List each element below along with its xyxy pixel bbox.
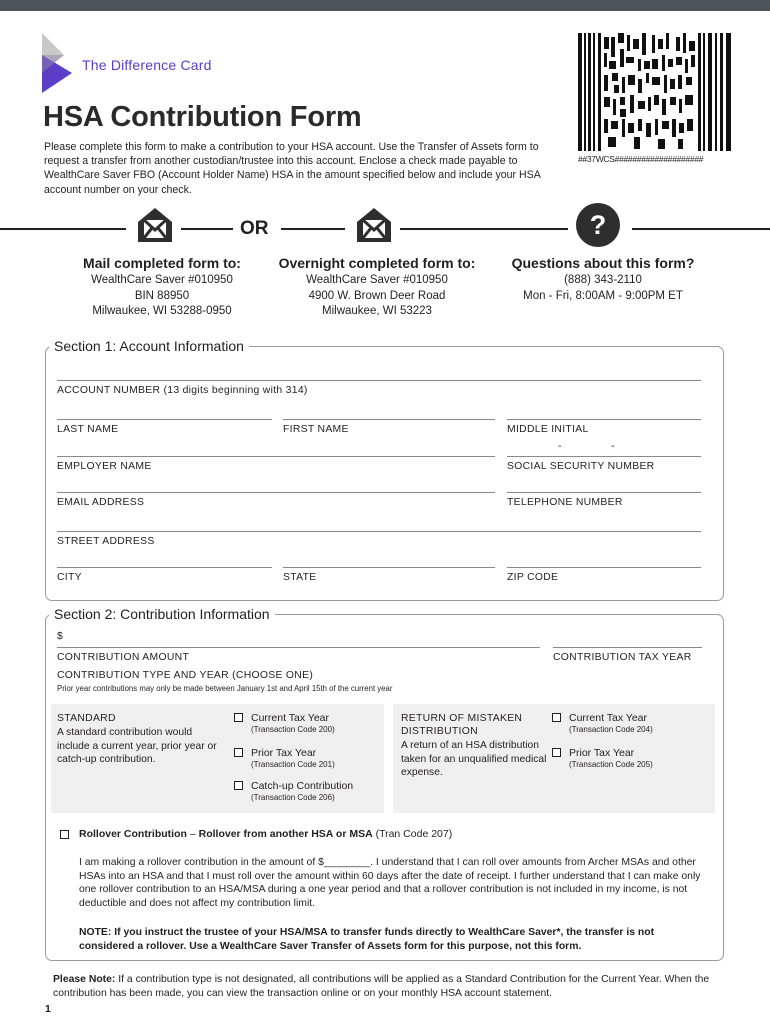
mail-line: Milwaukee, WI 53288-0950	[92, 305, 232, 317]
middle-initial-label: MIDDLE INITIAL	[507, 424, 589, 435]
divider-line	[632, 228, 770, 230]
option-label: Current Tax Year	[251, 712, 330, 724]
divider-line	[0, 228, 126, 230]
first-name-label: FIRST NAME	[283, 424, 349, 435]
telephone-field[interactable]	[507, 492, 701, 493]
please-note	[53, 973, 733, 1000]
standard-heading: STANDARD	[57, 713, 116, 724]
email-label: EMAIL ADDRESS	[57, 497, 145, 508]
middle-initial-field[interactable]	[507, 419, 701, 420]
contribution-amount-label: CONTRIBUTION AMOUNT	[57, 652, 190, 663]
envelope-icon	[355, 206, 393, 244]
section2-title: Section 2: Contribution Information	[49, 606, 275, 622]
return-heading: RETURN OF MISTAKEN	[401, 713, 523, 724]
contribution-tax-year-field[interactable]	[553, 647, 702, 648]
contribution-type-note: Prior year contributions may only be made between January 1st and April 15th of the current year	[57, 684, 393, 693]
contribution-amount-field[interactable]	[57, 647, 540, 648]
divider-line	[181, 228, 233, 230]
ssn-separator: -	[611, 441, 615, 452]
rollover-note: NOTE: If you instruct the trustee of your HSA/MSA to transfer funds directly to WealthCare Saver*, the transfer is not considered a rollover. Use a WealthCare Saver Transfer of Assets form for this purpose, not this form.	[79, 927, 655, 952]
last-name-field[interactable]	[57, 419, 272, 420]
top-bar	[0, 0, 770, 11]
zip-code-label: ZIP CODE	[507, 572, 559, 583]
return-current-tax-year-checkbox[interactable]	[552, 713, 561, 722]
difference-card-logo-icon	[42, 33, 72, 93]
rollover-title-bold: Rollover Contribution	[79, 828, 187, 840]
overnight-address-block	[268, 254, 486, 320]
street-address-label: STREET ADDRESS	[57, 536, 155, 547]
page-title: HSA Contribution Form	[43, 101, 362, 133]
option-code: (Transaction Code 200)	[251, 725, 335, 734]
brand-name: The Difference Card	[82, 57, 212, 73]
mail-line: WealthCare Saver #010950	[91, 274, 233, 286]
option-label: Current Tax Year	[569, 712, 648, 724]
mail-heading: Mail completed form to:	[83, 255, 241, 271]
rollover-body: I am making a rollover contribution in the amount of $________. I understand that I can roll over amounts from Archer MSAs and other HSAs into an HSA and that I must roll over the amount within 60 days after the date of receipt. I further understand that I can make only one rollover contribution to an HSA/MSA during a one year period and that a rollover contribution is not included in my income, is not deductible and does not affect my contribution limit.	[79, 857, 701, 909]
ssn-field[interactable]	[507, 456, 701, 457]
last-name-label: LAST NAME	[57, 424, 119, 435]
option-label: Prior Tax Year	[569, 747, 635, 759]
mail-address-block	[70, 254, 254, 320]
zip-code-field[interactable]	[507, 567, 701, 568]
divider-line	[400, 228, 568, 230]
barcode-text: ##37WCS####################	[578, 154, 704, 164]
employer-name-field[interactable]	[57, 456, 495, 457]
option-code: (Transaction Code 205)	[569, 760, 653, 769]
overnight-heading: Overnight completed form to:	[278, 255, 476, 271]
contribution-type-label: CONTRIBUTION TYPE AND YEAR (CHOOSE ONE)	[57, 670, 314, 681]
prior-tax-year-checkbox[interactable]	[234, 748, 243, 757]
ssn-separator: -	[558, 441, 562, 452]
current-tax-year-checkbox[interactable]	[234, 713, 243, 722]
contribution-tax-year-label: CONTRIBUTION TAX YEAR	[553, 652, 692, 663]
option-code: (Transaction Code 201)	[251, 760, 335, 769]
rollover-contribution-checkbox[interactable]	[60, 830, 69, 839]
phone-number: (888) 343-2110	[564, 274, 642, 286]
hours: Mon - Fri, 8:00AM - 9:00PM ET	[523, 289, 683, 302]
question-icon: ?	[576, 203, 620, 247]
option-code: (Transaction Code 204)	[569, 725, 653, 734]
overnight-line: Milwaukee, WI 53223	[322, 305, 432, 317]
standard-description: A standard contribution would include a current year, prior year or catch-up contribution.	[57, 727, 217, 765]
overnight-line: WealthCare Saver #010950	[306, 274, 448, 286]
questions-block	[498, 254, 708, 304]
please-note-text: If a contribution type is not designated, all contributions will be applied as a Standard Contribution for the Current Year. When the contribution has been made, you can view the transaction online or on your monthly HSA account statement.	[53, 974, 710, 999]
email-field[interactable]	[57, 492, 495, 493]
please-note-label: Please Note:	[53, 974, 116, 985]
city-field[interactable]	[57, 567, 272, 568]
catch-up-contribution-checkbox[interactable]	[234, 781, 243, 790]
divider-line	[281, 228, 345, 230]
rollover-code: (Tran Code 207)	[372, 828, 453, 840]
rollover-title-bold2: Rollover from another HSA or MSA	[198, 828, 373, 840]
return-description: A return of an HSA distribution taken for an unqualified medical expense.	[401, 740, 547, 778]
dollar-sign: $	[57, 631, 64, 642]
intro-text: Please complete this form to make a contribution to your HSA account. Use the Transfer of Assets form to request a transfer from another custodian/trustee into this account. Enclose a check made payable to WealthCare Saver FBO (Account Holder Name) HSA in the amount specified below and include your HSA account number on your check.	[44, 141, 541, 196]
page-number: 1	[45, 1003, 51, 1015]
state-label: STATE	[283, 572, 317, 583]
first-name-field[interactable]	[283, 419, 495, 420]
telephone-label: TELEPHONE NUMBER	[507, 497, 623, 508]
rollover-title	[79, 828, 452, 840]
section1-title: Section 1: Account Information	[49, 338, 249, 354]
rollover-dash: –	[186, 828, 199, 840]
account-number-label: ACCOUNT NUMBER (13 digits beginning with 314)	[57, 385, 308, 396]
return-prior-tax-year-checkbox[interactable]	[552, 748, 561, 757]
questions-heading: Questions about this form?	[511, 255, 695, 271]
return-heading: DISTRIBUTION	[401, 726, 478, 737]
mail-line: BIN 88950	[134, 289, 190, 302]
barcode-image	[578, 33, 731, 151]
state-field[interactable]	[283, 567, 495, 568]
or-label: OR	[240, 218, 269, 239]
street-address-field[interactable]	[57, 531, 701, 532]
envelope-icon	[136, 206, 174, 244]
option-code: (Transaction Code 206)	[251, 793, 335, 802]
employer-name-label: EMPLOYER NAME	[57, 461, 152, 472]
overnight-line: 4900 W. Brown Deer Road	[308, 289, 446, 302]
account-number-field[interactable]	[57, 380, 701, 381]
option-label: Prior Tax Year	[251, 747, 317, 759]
option-label: Catch-up Contribution	[251, 780, 354, 792]
ssn-label: SOCIAL SECURITY NUMBER	[507, 461, 655, 472]
city-label: CITY	[57, 572, 82, 583]
